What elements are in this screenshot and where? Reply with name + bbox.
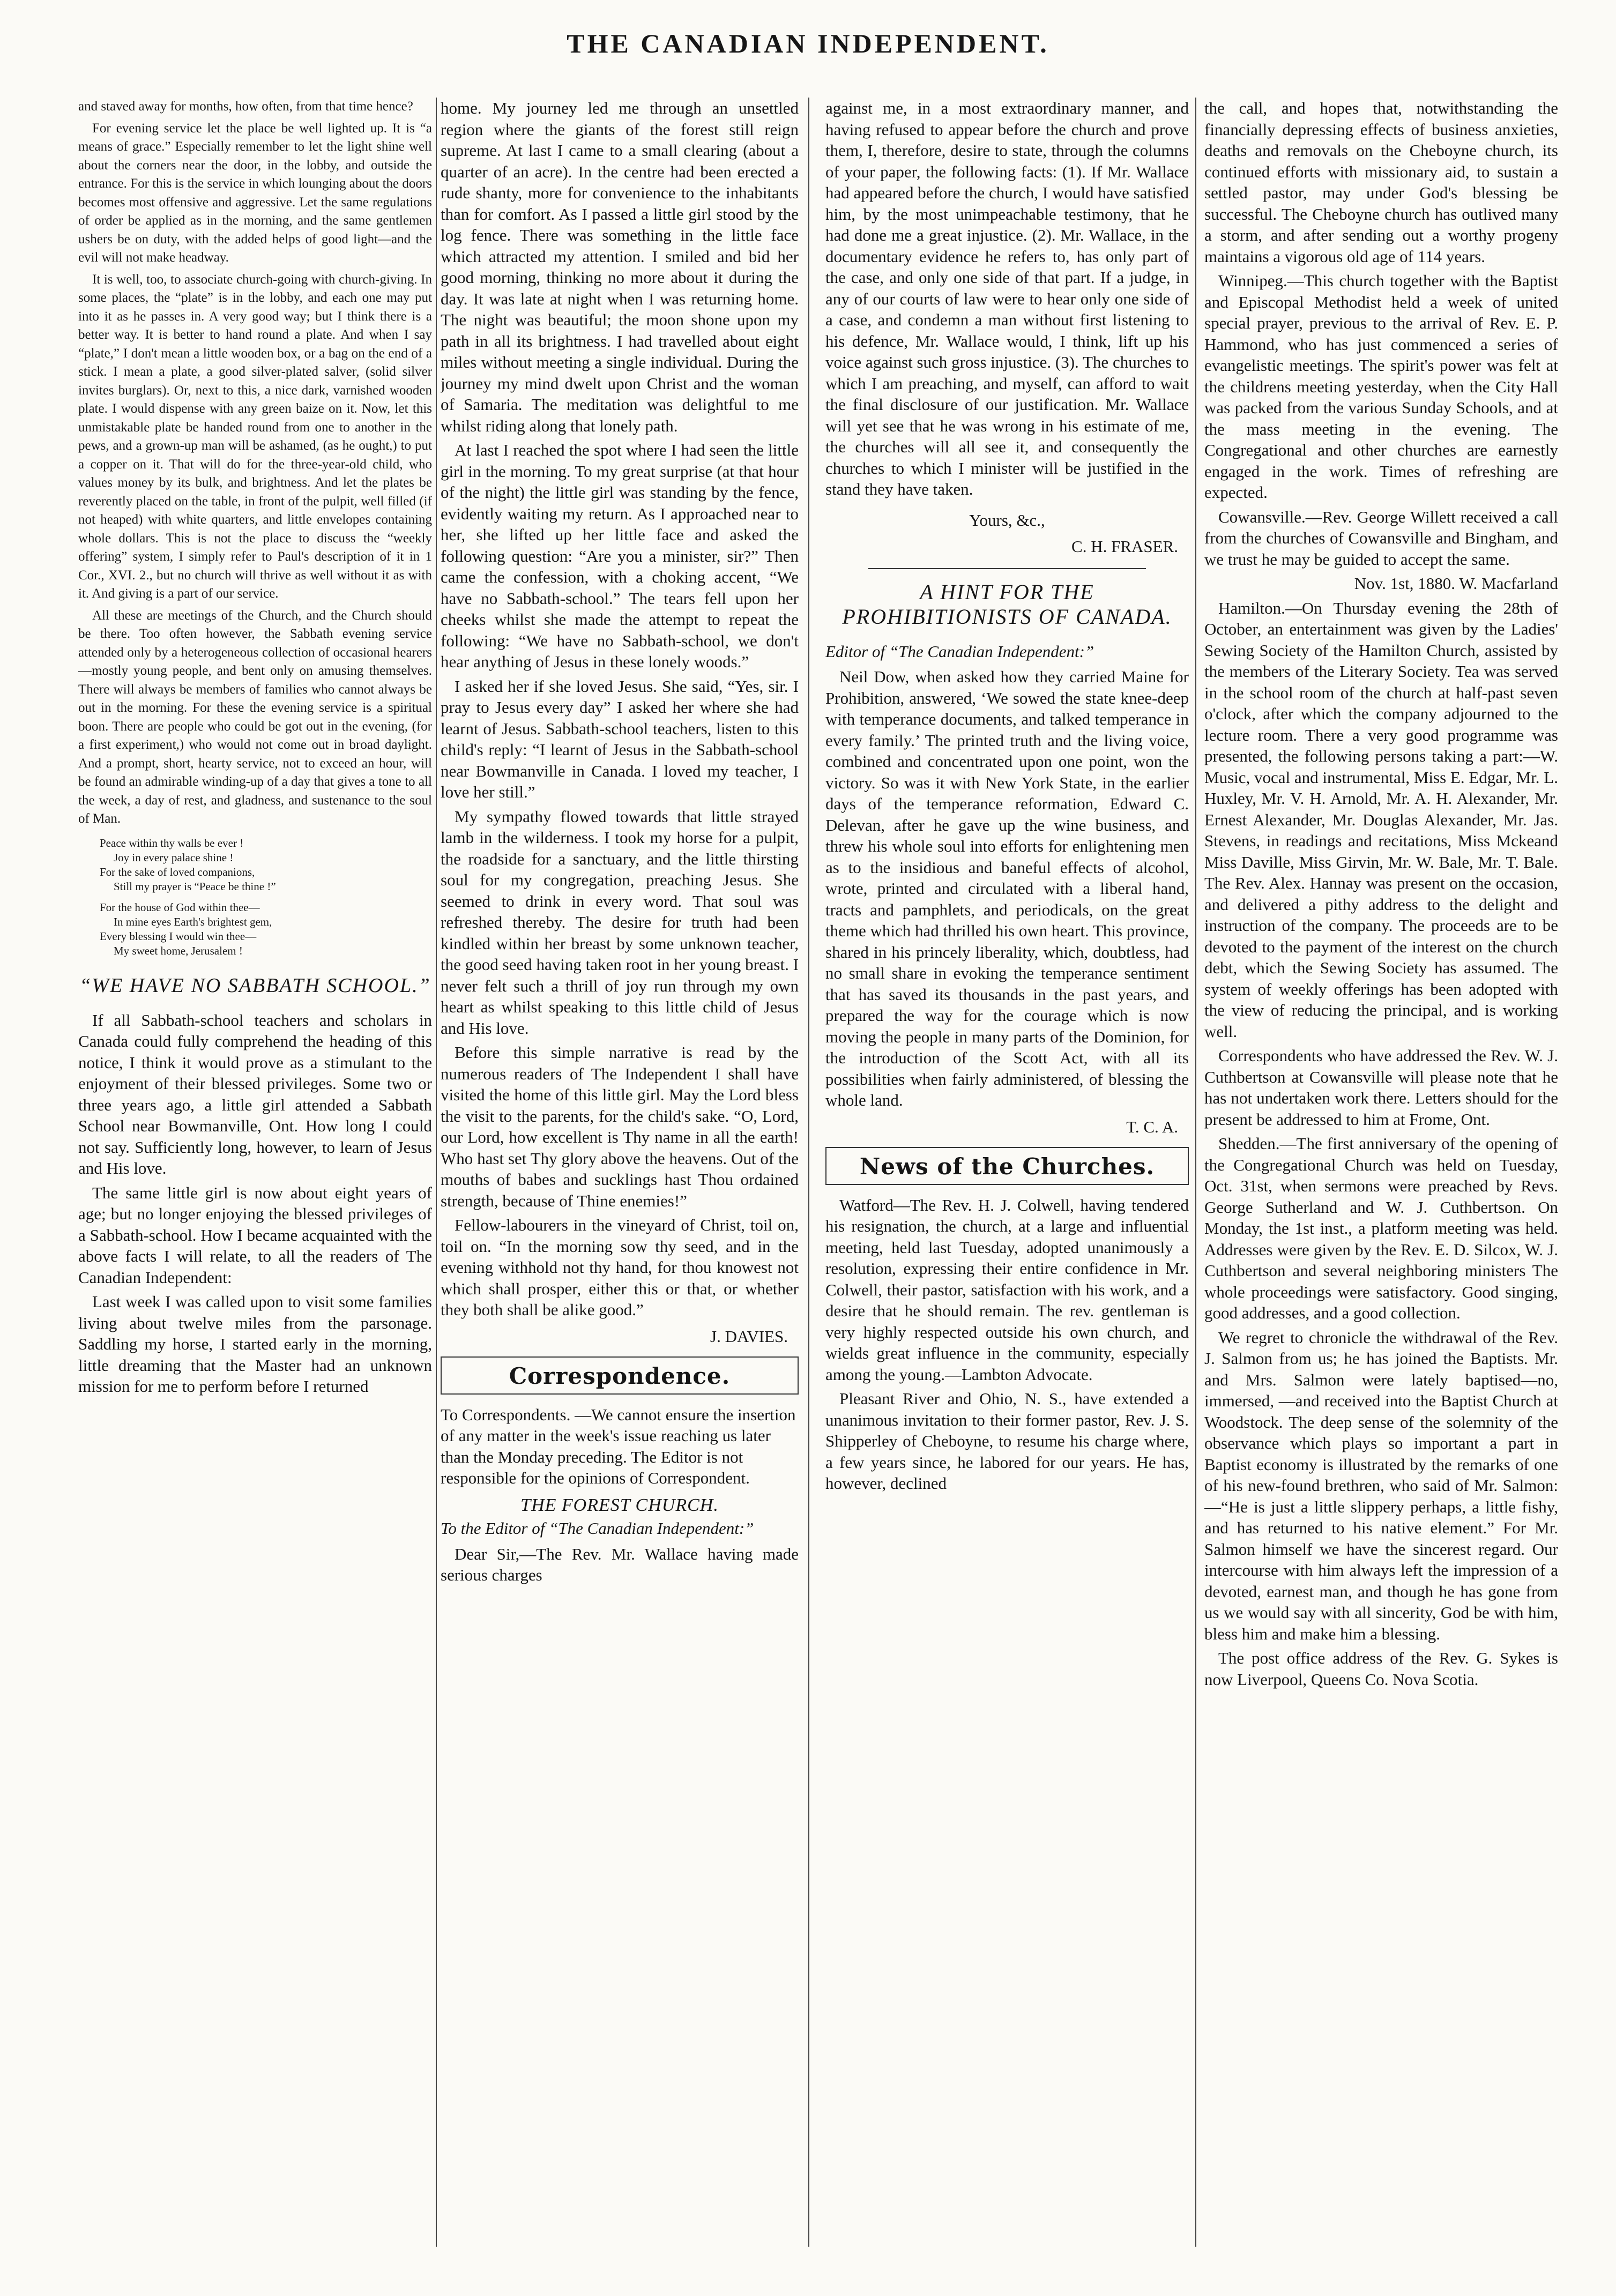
paragraph: Before this simple narrative is read by the numerous readers of The Independent I shall have visited the home of this little girl. May the Lord bless the visit to the parents, for the child's sake. “O, Lord, our Lord, how excellent is Thy name in all the earth! Who hast set Thy glory above the heavens. Out of the mouths of babes and sucklings hast Thou ordained strength, because of Thine enemies!” [441, 1043, 799, 1210]
column-3 [825, 98, 1189, 2263]
paragraph: I asked her if she loved Jesus. She said, “Yes, sir. I pray to Jesus every day” I asked her where she had learnt of Jesus. Sabbath-school teachers, listen to this child's reply: “I learnt of Jesus in the Sabbath-school near Bowmanville in Canada. I loved my teacher, I love her still.” [441, 676, 799, 801]
paragraph: against me, in a most extraordinary manner, and having refused to appear before the church and prove them, I, therefore, desire to state, through the columns of your paper, the following facts: (1). If Mr. Wallace had appeared before the church, I would have satisfied him, by the most unimpeachable testimony, that he had done me a great injustice. (2). Mr. Wallace, in the documentary evidence he refers to, has only part of the case, and only one side of that part. If a judge, in any of our courts of law were to hear only one side of a case, and condemn a man without first listening to his defence, Mr. Wallace would, I think, lift up his voice against such gross injustice. (3). The churches to which I am preaching, and myself, can afford to wait the final disclosure of our justification. Mr. Wallace will yet see that he was wrong in his estimate of me, the churches will all see it, and consequently the churches to which I minister will be justified in the stand they have taken. [825, 99, 1189, 498]
signature: J. DAVIES. [710, 1326, 788, 1346]
column-rule [808, 98, 809, 2247]
paragraph: All these are meetings of the Church, and the Church should be there. Too often however, the Sabbath evening service attended only by a heterogeneous collection of occasional hearers—mostly young people, and bent only on amusing themselves. There will always be members of families who cannot always be out in the morning. For these the evening service is a spiritual boon. There are people who could be got out in the evening, (for a first experiment,) who would not come out in broad daylight. And a prompt, short, hearty service, not to exceed an hour, will be found an admirable winding-up of a day that gives a tone to all the week, a day of rest, and gladness, and sustenance to the soul of Man. [78, 608, 432, 826]
signature: T. C. A. [1126, 1117, 1178, 1136]
news-item: Hamilton.—On Thursday evening the 28th of October, an entertainment was given by the Ladies' Sewing Society of the Hamilton Church, assisted by the members of the Literary Society. Tea was served in the school room of the church at half-past seven o'clock, after which the company adjourned to the lecture room. There a very good programme was presented, the following persons taking a part:—W. Music, vocal and instrumental, Miss E. Edgar, Mr. L. Huxley, Mr. V. H. Arnold, Mr. A. H. Alexander, Mr. Ernest Alexander, Mr. Douglas Alexander, Mr. Jas. Stevens, in readings and recitations, Miss Mckeand Miss Daville, Miss Girvin, Mr. W. Bale, Mr. T. Bale. The Rev. Alex. Hannay was present on the occasion, and delivered a pithy address to the delight and instruction of the company. The proceeds are to be devoted to the payment of the interest on the church debt, which the Sewing Society has assumed. The system of weekly offerings has been adopted with the view of reducing the principal, and is working well. [1204, 598, 1558, 1041]
news-item: Correspondents who have addressed the Rev. W. J. Cuthbertson at Cowansville will please note that he has not undertaken work there. Letters should for the present be addressed to him at Frome, Ont. [1204, 1046, 1558, 1129]
editorial-note: To Correspondents. —We cannot ensure the insertion of any matter in the week's issue reaching us later than the Monday preceding. The Editor is not responsible for the opinions of Correspondent. [441, 1405, 796, 1487]
editor-line: To the Editor of “The Canadian Independent:” [441, 1519, 754, 1538]
paragraph: Fellow-labourers in the vineyard of Christ, toil on, toil on. “In the morning sow thy seed, and in the evening withhold not thy hand, for thou knowest not which shall prosper, either this or that, or whether they both shall be alike good.” [441, 1216, 799, 1319]
column-4 [1204, 98, 1558, 2263]
paragraph: Dear Sir,—The Rev. Mr. Wallace having made serious charges [441, 1544, 799, 1584]
news-item: Cowansville.—Rev. George Willett received a call from the churches of Cowansville and Bingham, and we trust he may be guided to accept the same. [1204, 507, 1558, 569]
article-headline: THE FOREST CHURCH. [520, 1495, 719, 1515]
poem-line: Peace within thy walls be ever ! [100, 836, 244, 849]
dateline: Nov. 1st, 1880. W. Macfarland [1354, 574, 1558, 593]
paragraph: home. My journey led me through an unsettled region where the giants of the forest still reign supreme. At last I came to a small clearing (about a quarter of an acre). In the centre had been erected a rude shanty, more for convenience to the inhabitants than for comfort. As I passed a little girl stood by the log fence. There was something in the little face which attracted my attention. I smiled and bid her good morning, thinking no more about it during the day. It was late at night when I was returning home. The night was beautiful; the moon shone upon my path in all its brightness. I had travelled about eight miles without meeting a single individual. During the journey my mind dwelt upon Christ and the woman of Samaria. The meditation was delightful to me whilst riding along that lonely path. [441, 99, 799, 435]
paragraph: Neil Dow, when asked how they carried Maine for Prohibition, answered, ‘We sowed the state knee-deep with temperance documents, and talked temperance in every family.’ The printed truth and the living voice, combined and concentrated upon one point, won the victory. So was it with New York State, in the earlier days of the temperance reformation, Edward C. Delevan, after he gave up the wine business, and threw his whole soul into efforts for enlightening men as to the insidious and baneful effects of alcohol, wrote, printed and circulated with a liberal hand, tracts and pamphlets, and periodicals, on the great theme which had thrilled his own heart. This province, shared in his princely liberality, which, doubtless, had no small share in evoking the temperance sentiment that has saved its thousands in the past years, and prepared the way for the courage which is now moving the people in many parts of the Dominion, for the introduction of the Scott Act, with all its possibilities when fairly administered, of blessing the whole land. [825, 667, 1189, 1109]
section-heading: Correspondence. [509, 1363, 731, 1389]
editor-line: Editor of “The Canadian Independent:” [825, 642, 1094, 661]
paragraph: For evening service let the place be well lighted up. It is “a means of grace.” Especially remember to let the light shine well about the corners near the door, in the lobby, and outside the entrance. For this is the service in which lounging about the doors becomes most offensive and aggressive. Let the same regulations of order be applied as in the morning, and the same gentlemen ushers be on duty, with the added helps of good light—and the evil will not make headway. [78, 121, 432, 265]
news-item: Watford—The Rev. H. J. Colwell, having tendered his resignation, the church, at a large and influential meeting, held last Tuesday, adopted unanimously a resolution, expressing their entire confidence in Mr. Colwell, their pastor, satisfaction with his work, and a desire that he should remain. The rev. gentleman is very highly respected outside his own church, and wields great influence in the community, especially among the young.—Lambton Advocate. [825, 1195, 1189, 1384]
poem-line: In mine eyes Earth's brightest gem, [114, 915, 272, 928]
paragraph: At last I reached the spot where I had seen the little girl in the morning. To my great surprise (at that hour of the night) the little girl was standing by the fence, evidently waiting my return. As I approached near to her, she lifted up her little face and asked the following question: “Are you a minister, sir?” Then came the confession, with a choking accent, “We have no Sabbath-school.” The tears fell upon her cheeks whilst she made the attempt to repeat the following: “We have no Sabbath-school, we don't hear anything of Jesus in these lonely woods.” [441, 441, 799, 671]
article-headline: A HINT FOR THE PROHIBITIONISTS OF CANADA. [842, 579, 1172, 629]
news-item: Shedden.—The first anniversary of the opening of the Congregational Church was held on Tuesday, Oct. 31st, when sermons were preached by Revs. George Sutherland and W. J. Cuthbertson. On Monday, the 1st inst., a platform meeting was held. Addresses were given by the Rev. E. D. Silcox, W. J. Cuthbertson and several neighboring ministers The whole proceedings were satisfactory. Good singing, good addresses, and a good collection. [1204, 1134, 1558, 1322]
signature: C. H. FRASER. [1071, 537, 1178, 556]
poem-line: My sweet home, Jerusalem ! [114, 944, 243, 957]
section-heading: News of the Churches. [859, 1153, 1155, 1180]
poem-line: Joy in every palace shine ! [114, 851, 234, 864]
poem-line: For the house of God within thee— [100, 900, 260, 914]
poem-line: For the sake of loved companions, [100, 865, 255, 878]
news-item: We regret to chronicle the withdrawal of the Rev. J. Salmon from us; he has joined the Baptists. Mr. and Mrs. Salmon were lately baptised—no, immersed, —and received into the Baptist Church at Woodstock. The deep sense of the solemnity of the observance which plays so important a part in Baptist economy is illustrated by the remarks of one of his new-found brethren, who said of Mr. Salmon:—“He is just a little slippery perhaps, a little fishy, and has returned to his native element.” For Mr. Salmon himself we have the sincerest regard. Our intercourse with him always left the impression of a devoted, earnest man, and though he has gone from us we would say with all sincerity, God be with him, bless him and make him a blessing. [1204, 1328, 1558, 1643]
column-1 [78, 98, 432, 2263]
poem [100, 836, 432, 958]
salutation: Yours, &c., [969, 510, 1045, 530]
column-rule [1195, 98, 1196, 2247]
divider [868, 568, 1146, 569]
news-item: Pleasant River and Ohio, N. S., have extended a unanimous invitation to their former pastor, Rev. J. S. Shipperley of Cheboyne, to resume his charge where, a few years since, he labored for our years. He has, however, declined [825, 1389, 1189, 1493]
paragraph: The same little girl is now about eight years of age; but no longer enjoying the blessed privileges of a Sabbath-school. How I became acquainted with the above facts I will relate, to all the readers of The Canadian Independent: [78, 1183, 432, 1287]
masthead-title: THE CANADIAN INDEPENDENT. [567, 28, 1049, 58]
paragraph: My sympathy flowed towards that little strayed lamb in the wilderness. I took my horse for a pulpit, the roadside for a sanctuary, and the little thirsting soul for my congregation, preaching Jesus. She seemed to drink in every word. That soul was refreshed thereby. The desire for truth had been kindled within her breast by some unknown teacher, the good seed having taken root in her young breast. I never felt such a thrill of joy run through my own heart as whilst speaking to this little child of Jesus and His love. [441, 807, 799, 1038]
paragraph: Last week I was called upon to visit some families living about twelve miles from the parsonage. Saddling my horse, I started early in the morning, little dreaming that the Master had an unknown mission for me to perform before I returned [78, 1292, 432, 1396]
column-rule [436, 98, 437, 2247]
news-item: The post office address of the Rev. G. Sykes is now Liverpool, Queens Co. Nova Scotia. [1204, 1649, 1558, 1689]
paragraph: It is well, too, to associate church-going with church-giving. In some places, the “plate” is in the lobby, and each one may put into it as he passes in. A very good way; but I think there is a better way. It is better to hand round a plate. And when I say “plate,” I don't mean a little wooden box, or a bag on the end of a stick. I mean a plate, a good silver-plated salver, (solid silver invites burglars). Or, next to this, a nice dark, varnished wooden plate. I would dispense with any green baize on it. Now, let this unmistakable plate be handed round from one to another in the pews, and a grown-up man will be ashamed, (as he ought,) to put a copper on it. That will do for the three-year-old child, who values money by its bulk, and brightness. And let the plates be reverently placed on the table, in front of the pulpit, well filled (if not heaped) with white quarters, and little envelopes containing whole dollars. This is not the place to discuss the “weekly offering” system, I simply refer to Paul's description of it in 1 Cor., XVI. 2., but no church will thrive as well without it as with it. And giving is a part of our service. [78, 272, 432, 601]
paragraph: If all Sabbath-school teachers and scholars in Canada could fully comprehend the heading of this notice, I think it would prove as a stimulant to the enjoyment of their blessed privileges. Some two or three years ago, a little girl attended a Sabbath School near Bowmanville, Ont. How long I could not say. Sufficiently long, however, to learn of Jesus and His love. [78, 1010, 432, 1177]
paragraph: the call, and hopes that, notwithstanding the financially depressing effects of business anxieties, deaths and removals on the Cheboyne church, its continued efforts with missionary aid, to sustain a settled pastor, may under God's blessing be successful. The Cheboyne church has outlived many a storm, and after sending out a worthy progeny maintains a vigorous old age of 114 years. [1204, 99, 1558, 266]
poem-line: Still my prayer is “Peace be thine !” [114, 879, 276, 893]
column-2 [441, 98, 799, 2263]
news-item: Winnipeg.—This church together with the Baptist and Episcopal Methodist held a week of united special prayer, previous to the arrival of Rev. E. P. Hammond, who has just commenced a series of evangelistic meetings. The spirit's power was felt at the childrens meeting yesterday, when the City Hall was packed from the various Sunday Schools, and at the mass meeting in the evening. The Congregational and other churches are earnestly engaged in the work. Times of refreshing are expected. [1204, 271, 1558, 502]
article-headline: “WE HAVE NO SABBATH SCHOOL.” [79, 974, 431, 997]
poem-line: Every blessing I would win thee— [100, 929, 257, 943]
paragraph: and staved away for months, how often, from that time hence? [78, 99, 413, 114]
